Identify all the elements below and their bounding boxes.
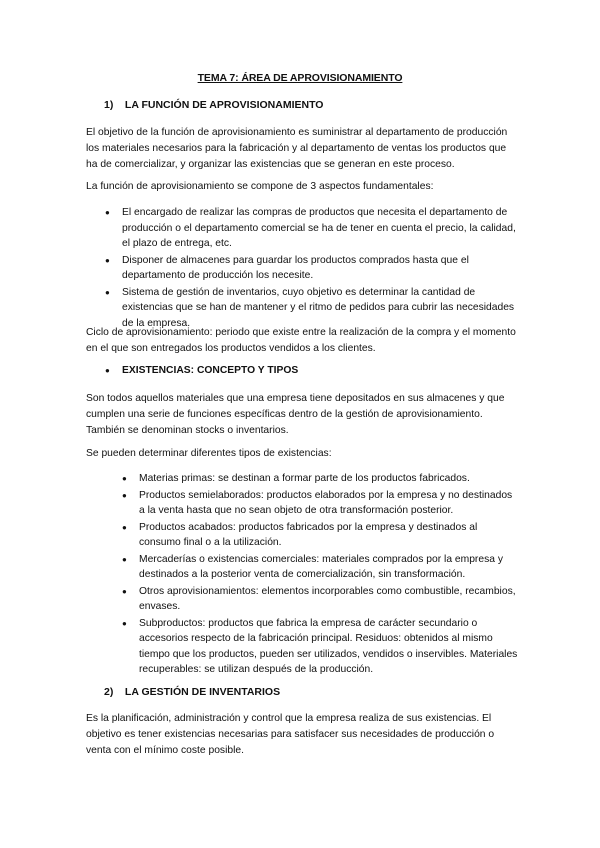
- document-title: TEMA 7: ÁREA DE APROVISIONAMIENTO: [197, 72, 403, 84]
- bullet-icon: ●: [105, 208, 110, 217]
- bullet-icon: ●: [122, 618, 127, 628]
- section-1-title: LA FUNCIÓN DE APROVISIONAMIENTO: [124, 99, 324, 111]
- types-intro: Se pueden determinar diferentes tipos de existencias:: [86, 448, 332, 459]
- aspects-intro: La función de aprovisionamiento se compone de 3 aspectos fundamentales:: [86, 181, 434, 192]
- bullet-icon: ●: [105, 287, 110, 297]
- section-2-text: Es la planificación, administración y control que la empresa realiza de sus existencias. El objetivo es tener existencias necesarias para satisfacer sus necesidades de producción o venta con el mínimo coste posible.: [86, 713, 495, 757]
- cycle-definition: Ciclo de aprovisionamiento: periodo que existe entre la realización de la compra y el momento en el que son entregados los productos vendidos a los clientes.: [86, 327, 516, 355]
- bullet-icon: ●: [122, 474, 127, 483]
- list-item: ● Mercaderías o existencias comerciales: materiales comprados por la empresa y destinados a la posterior venta de comercialización, sin transformación.: [122, 553, 503, 580]
- bullet-icon: ●: [105, 255, 110, 265]
- bullet-icon: ●: [105, 366, 110, 375]
- existencias-definition: Son todos aquellos materiales que una empresa tiene depositados en sus almacenes y que cumplen una serie de funciones específicas dentro de la gestión de aprovisionamiento. También se denominan stocks o inventarios.: [86, 393, 505, 437]
- section-2-heading: [104, 686, 280, 698]
- section-1-number: 1): [104, 99, 114, 111]
- bullet-icon: ●: [122, 586, 127, 596]
- existencias-title: EXISTENCIAS: CONCEPTO Y TIPOS: [122, 365, 299, 376]
- bullet-icon: ●: [122, 554, 127, 564]
- types-list: [122, 471, 519, 679]
- list-item: ● Materias primas: se destinan a formar parte de los productos fabricados.: [139, 471, 519, 487]
- existencias-heading: [105, 365, 299, 376]
- list-item: ● El encargado de realizar las compras de productos que necesita el departamento de producción o el departamento comercial se ha de tener en cuenta el precio, la calidad, el plazo de entrega, etc.: [105, 207, 516, 249]
- section-1-intro: El objetivo de la función de aprovisionamiento es suministrar al departamento de producción los materiales necesarios para la fabricación y al departamento de ventas los productos que ha de comercializar, y organizar las existencias que se generan en este proceso.: [86, 127, 508, 171]
- section-1-heading: [104, 99, 323, 111]
- list-item: ● Productos semielaborados: productos elaborados por la empresa y no destinados a la venta hasta que no sean objeto de otra transformación posterior.: [122, 489, 513, 516]
- list-item: ● Otros aprovisionamientos: elementos incorporables como combustible, recambios, envases.: [122, 585, 516, 612]
- list-item: ● Sistema de gestión de inventarios, cuyo objetivo es determinar la cantidad de existencias que se han de mantener y el ritmo de pedidos para cubrir las necesidades de la empresa.: [105, 286, 515, 329]
- list-item: ● Subproductos: productos que fabrica la empresa de carácter secundario o accesorios respecto de la fabricación principal. Residuos: obtenidos al mismo tiempo que los productos, pueden ser utilizados, vendidos o inservibles. Materiales recuperables: se utilizan después de la producción.: [122, 617, 518, 675]
- bullet-icon: ●: [122, 522, 127, 532]
- section-2-number: 2): [104, 686, 114, 698]
- aspects-list: [105, 205, 518, 332]
- list-item: ● Productos acabados: productos fabricados por la empresa y destinados al consumo final o a la utilización.: [122, 521, 478, 548]
- section-2-title: LA GESTIÓN DE INVENTARIOS: [124, 686, 281, 698]
- bullet-icon: ●: [122, 490, 127, 500]
- list-item: ● Disponer de almacenes para guardar los productos comprados hasta que el departamento de producción los necesite.: [105, 254, 469, 281]
